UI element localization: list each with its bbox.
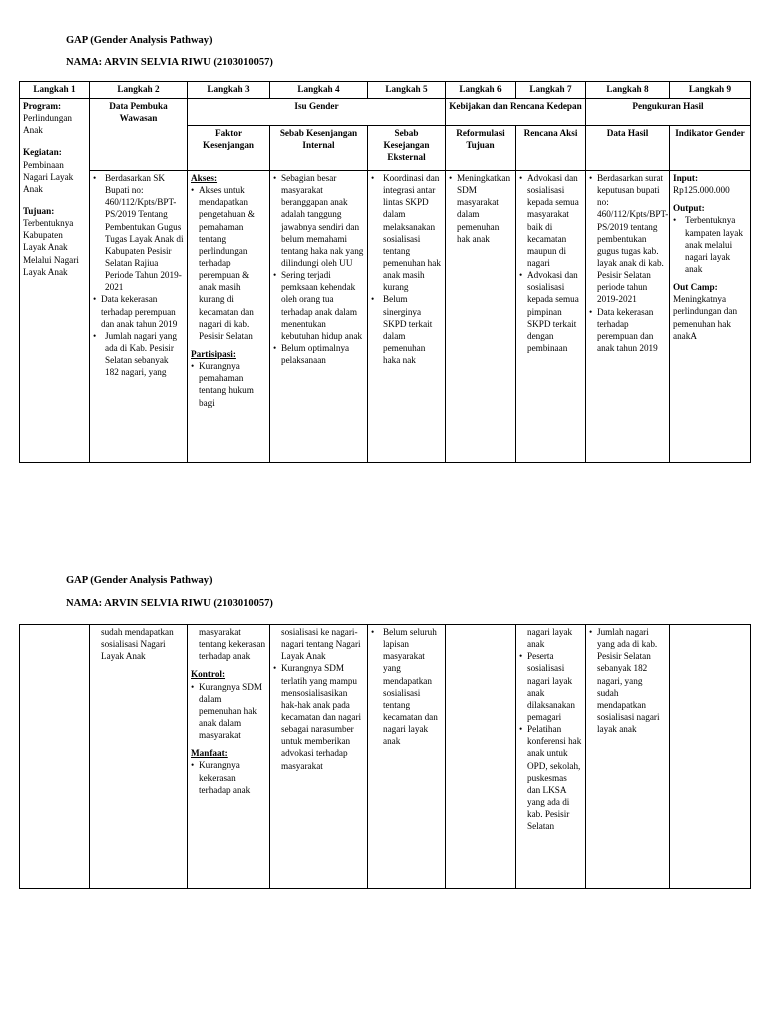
faktor-cell: [188, 625, 270, 889]
outcamp-value: Meningkatnya perlindungan dan pemenuhan hak anakA: [673, 294, 738, 341]
faktor-cell: [188, 171, 270, 463]
list-item: • Akses untuk mendapatkan pengetahuan & pemahaman tentang perlindungan terhadap perempuan & anak masih kurang di kecamatan dan nagari di kab. Pesisir Selatan: [191, 184, 266, 342]
program-value: Perlindungan Anak: [23, 113, 72, 136]
input-label: Input:: [673, 173, 699, 183]
akses-label: Akses:: [191, 173, 218, 183]
list-item: • Koordinasi dan integrasi antar lintas SKPD dalam melaksanakan sosialisasi tentang pemenuhan hak anak masih kurang: [371, 172, 442, 293]
gap-table-page2: [19, 624, 751, 889]
page-title: GAP (Gender Analysis Pathway): [66, 575, 213, 586]
list-item: • Belum optimalnya pelaksanaan: [273, 342, 364, 366]
content-row: [20, 171, 751, 463]
tujuan-value: Terbentuknya Kabupaten Layak Anak Melalui Nagari Layak Anak: [23, 218, 79, 277]
indikator-cell: [670, 625, 751, 889]
list-item: • Berdasarkan SK Bupati no: 460/112/Kpts/BPT-PS/2019 Tentang Pembentukan Gugus Tugas Layak Anak di Kabupaten Pesisir Selatan Rajiua Periode Tahun 2019-2021: [93, 172, 184, 293]
list-item: • Sering terjadi pemksaan kehendak oleh orang tua terhadap anak dalam menentukan kebutuhan hidup anak: [273, 269, 364, 342]
program-cell: [20, 99, 90, 463]
output-label: Output:: [673, 203, 705, 214]
list-item: • Data kekerasan terhadap perempuan dan anak tahun 2019: [93, 293, 184, 329]
pengukuran-header: Pengukuran Hasil: [586, 99, 751, 126]
step-header: Langkah 1: [20, 82, 90, 99]
tujuan-label: Tujuan:: [23, 205, 55, 216]
data-pembuka-cell: [90, 171, 188, 463]
step-header: Langkah 2: [90, 82, 188, 99]
eksternal-cell: [368, 171, 446, 463]
manfaat-label: Manfaat:: [191, 748, 228, 759]
kontrol-label: Kontrol:: [191, 669, 226, 680]
step-header: Langkah 7: [516, 82, 586, 99]
internal-cell: [270, 625, 368, 889]
steps-row: [20, 82, 751, 99]
list-item: • Meningkatkan SDM masyarakat dalam pemenuhan hak anak: [449, 172, 512, 245]
list-item: • Sebagian besar masyarakat beranggapan anak adalah tanggung jawabnya sendiri dan belum memahami tentang haka nak yang dilindungi oleh UU: [273, 172, 364, 269]
author-name: NAMA: ARVIN SELVIA RIWU (2103010057): [66, 598, 273, 609]
list-item: • Peserta sosialisasi nagari layak anak dilaksanakan pemagari: [519, 650, 582, 723]
list-item: • Advokasi dan sosialisasi kepada semua pimpinan SKPD terkait dengan pembinaan: [519, 269, 582, 354]
kegiatan-value: Pembinaan Nagari Layak Anak: [23, 159, 74, 194]
rencana-cell: [516, 171, 586, 463]
internal-cell: [270, 171, 368, 463]
list-item: • Kurangnya SDM dalam pemenuhan hak anak dalam masyarakat: [191, 681, 266, 742]
data-hasil-header: Data Hasil: [586, 126, 670, 171]
reformulasi-header: Reformulasi Tujuan: [446, 126, 516, 171]
data-hasil-cell: [586, 171, 670, 463]
outcamp-label: Out Camp:: [673, 282, 718, 293]
list-item: • Belum sinerginya SKPD terkait dalam pemenuhan haka nak: [371, 293, 442, 366]
list-item: • Jumlah nagari yang ada di kab. Pesisir Selatan sebanyak 182 nagari, yang sudah mendapatkan sosialisasi nagari layak anak: [589, 626, 666, 735]
rencana-header: Rencana Aksi: [516, 126, 586, 171]
partisipasi-label: Partisipasi:: [191, 348, 236, 359]
step-header: Langkah 8: [586, 82, 670, 99]
data-pembuka-header: Data Pembuka Wawasan: [90, 99, 188, 171]
step-header: Langkah 4: [270, 82, 368, 99]
list-item: • Terbentuknya kampaten layak anak melalui nagari layak anak: [673, 214, 747, 275]
input-value: Rp125.000.000: [673, 185, 730, 196]
program-label: Program:: [23, 101, 62, 111]
faktor-header: Faktor Kesenjangan: [188, 126, 270, 171]
gap-table-page1: [19, 81, 751, 463]
data-pembuka-cell: [90, 625, 188, 889]
internal-header: Sebab Kesenjangan Internal: [270, 126, 368, 171]
eksternal-header: Sebab Kesejangan Eksternal: [368, 126, 446, 171]
isu-gender-header: Isu Gender: [188, 99, 446, 126]
eksternal-cell: [368, 625, 446, 889]
list-item: • Belum seluruh lapisan masyarakat yang mendapatkan sosialisasi tentang kecamatan dan nagari layak anak: [371, 626, 442, 747]
reformulasi-cell: [446, 171, 516, 463]
kebijakan-header: Kebijakan dan Rencana Kedepan: [446, 99, 586, 126]
step-header: Langkah 9: [670, 82, 751, 99]
step-header: Langkah 5: [368, 82, 446, 99]
continued-text: sosialisasi ke nagari-nagari tentang Nagari Layak Anak: [281, 627, 361, 662]
indikator-header: Indikator Gender: [670, 126, 751, 171]
step-header: Langkah 6: [446, 82, 516, 99]
list-item: • Berdasarkan surat keputusan bupati no: 460/112/Kpts/BPT-PS/2019 tentang pembentukan gugus tugas kab. layak anak di kab. Pesisir Selatan periode tahun 2019-2021: [589, 172, 666, 306]
rencana-cell: [516, 625, 586, 889]
program-cell: [20, 625, 90, 889]
data-hasil-cell: [586, 625, 670, 889]
indikator-cell: [670, 171, 751, 463]
author-name: NAMA: ARVIN SELVIA RIWU (2103010057): [66, 57, 273, 68]
continued-text: masyarakat tentang kekerasan terhadap anak: [199, 627, 266, 662]
content-row: [20, 625, 751, 889]
list-item: • Kurangnya kekerasan terhadap anak: [191, 759, 266, 795]
list-item: • Pelatihan konferensi hak anak untuk OPD, sekolah, puskesmas dan LKSA yang ada di kab. Pesisir Selatan: [519, 723, 582, 832]
kegiatan-label: Kegiatan:: [23, 147, 62, 158]
list-item: • Jumlah nagari yang ada di Kab. Pesisir Selatan sebanyak 182 nagari, yang: [93, 330, 184, 379]
continued-text: sudah mendapatkan sosialisasi Nagari Layak Anak: [101, 627, 174, 662]
list-item: • Advokasi dan sosialisasi kepada semua masyarakat baik di kecamatan maupun di nagari: [519, 172, 582, 269]
continued-text: nagari layak anak: [527, 627, 573, 650]
list-item: • Kurangnya pemahaman tentang hukum bagi: [191, 360, 266, 409]
reformulasi-cell: [446, 625, 516, 889]
step-header: Langkah 3: [188, 82, 270, 99]
list-item: • Data kekerasan terhadap perempuan dan anak tahun 2019: [589, 306, 666, 355]
group-header-row: [20, 99, 751, 126]
list-item: • Kurangnya SDM terlatih yang mampu mensosialisasikan hak-hak anak pada kecamatan dan nagari sebagai narasumber untuk memberikan advokasi terhadap masyarakat: [273, 662, 364, 771]
page-title: GAP (Gender Analysis Pathway): [66, 35, 213, 46]
